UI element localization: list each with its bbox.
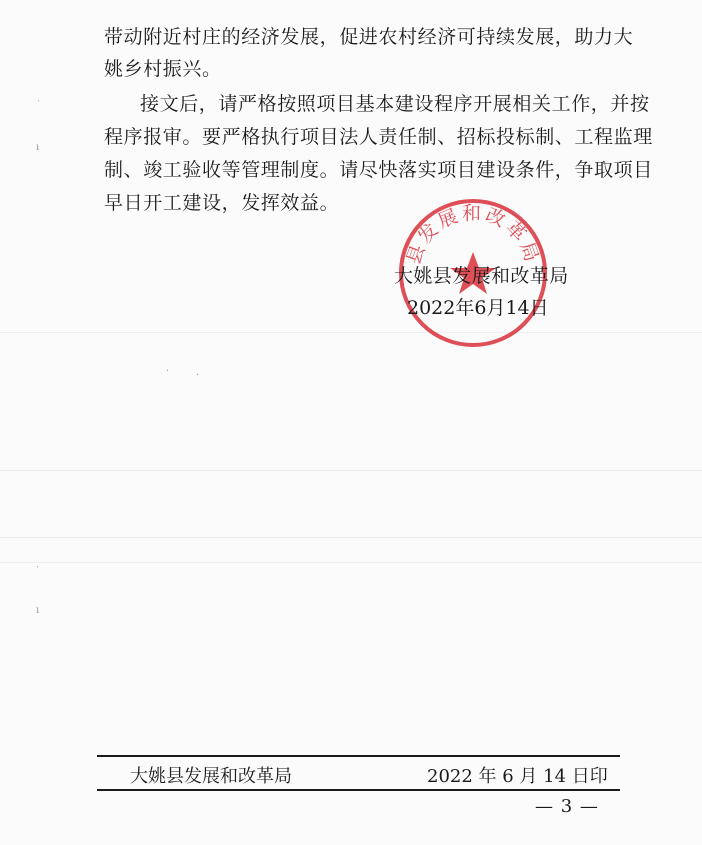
- body-line: 接文后，请严格按照项目基本建设程序开展相关工作，并按: [140, 93, 650, 115]
- scan-speck: ·: [196, 370, 200, 381]
- scan-artifact-line: [0, 332, 702, 333]
- footer-rule-top: [97, 755, 620, 757]
- scan-speck: ·: [166, 366, 170, 377]
- scan-artifact-line: [0, 562, 702, 563]
- body-line: 带动附近村庄的经济发展，促进农村经济可持续发展，助力大: [104, 26, 634, 48]
- scan-speck: ˙: [35, 566, 40, 577]
- footer-print-date: 2022 年 6 月 14 日印: [427, 766, 608, 787]
- signature-date: 2022年6月14日: [407, 297, 549, 319]
- body-line: 程序报审。要严格执行项目法人责任制、招标投标制、工程监理: [104, 126, 653, 148]
- scan-artifact-line: [0, 537, 702, 538]
- body-line: 制、竣工验收等管理制度。请尽快落实项目建设条件，争取项目: [104, 159, 653, 181]
- signature-organization: 大姚县发展和改革局: [394, 265, 569, 287]
- page-number: — 3 —: [535, 796, 599, 817]
- scan-speck: ˙: [36, 100, 41, 111]
- footer-issuer: 大姚县发展和改革局: [130, 766, 292, 787]
- seal-arc-text: 县发展和改革局: [402, 202, 544, 268]
- footer-rule-bottom: [97, 789, 620, 791]
- scan-artifact-line: [0, 470, 702, 471]
- body-line: 早日开工建设，发挥效益。: [104, 192, 340, 214]
- scan-speck: ı: [36, 142, 40, 153]
- body-line: 姚乡村振兴。: [104, 58, 222, 80]
- scan-speck: ı: [36, 605, 40, 616]
